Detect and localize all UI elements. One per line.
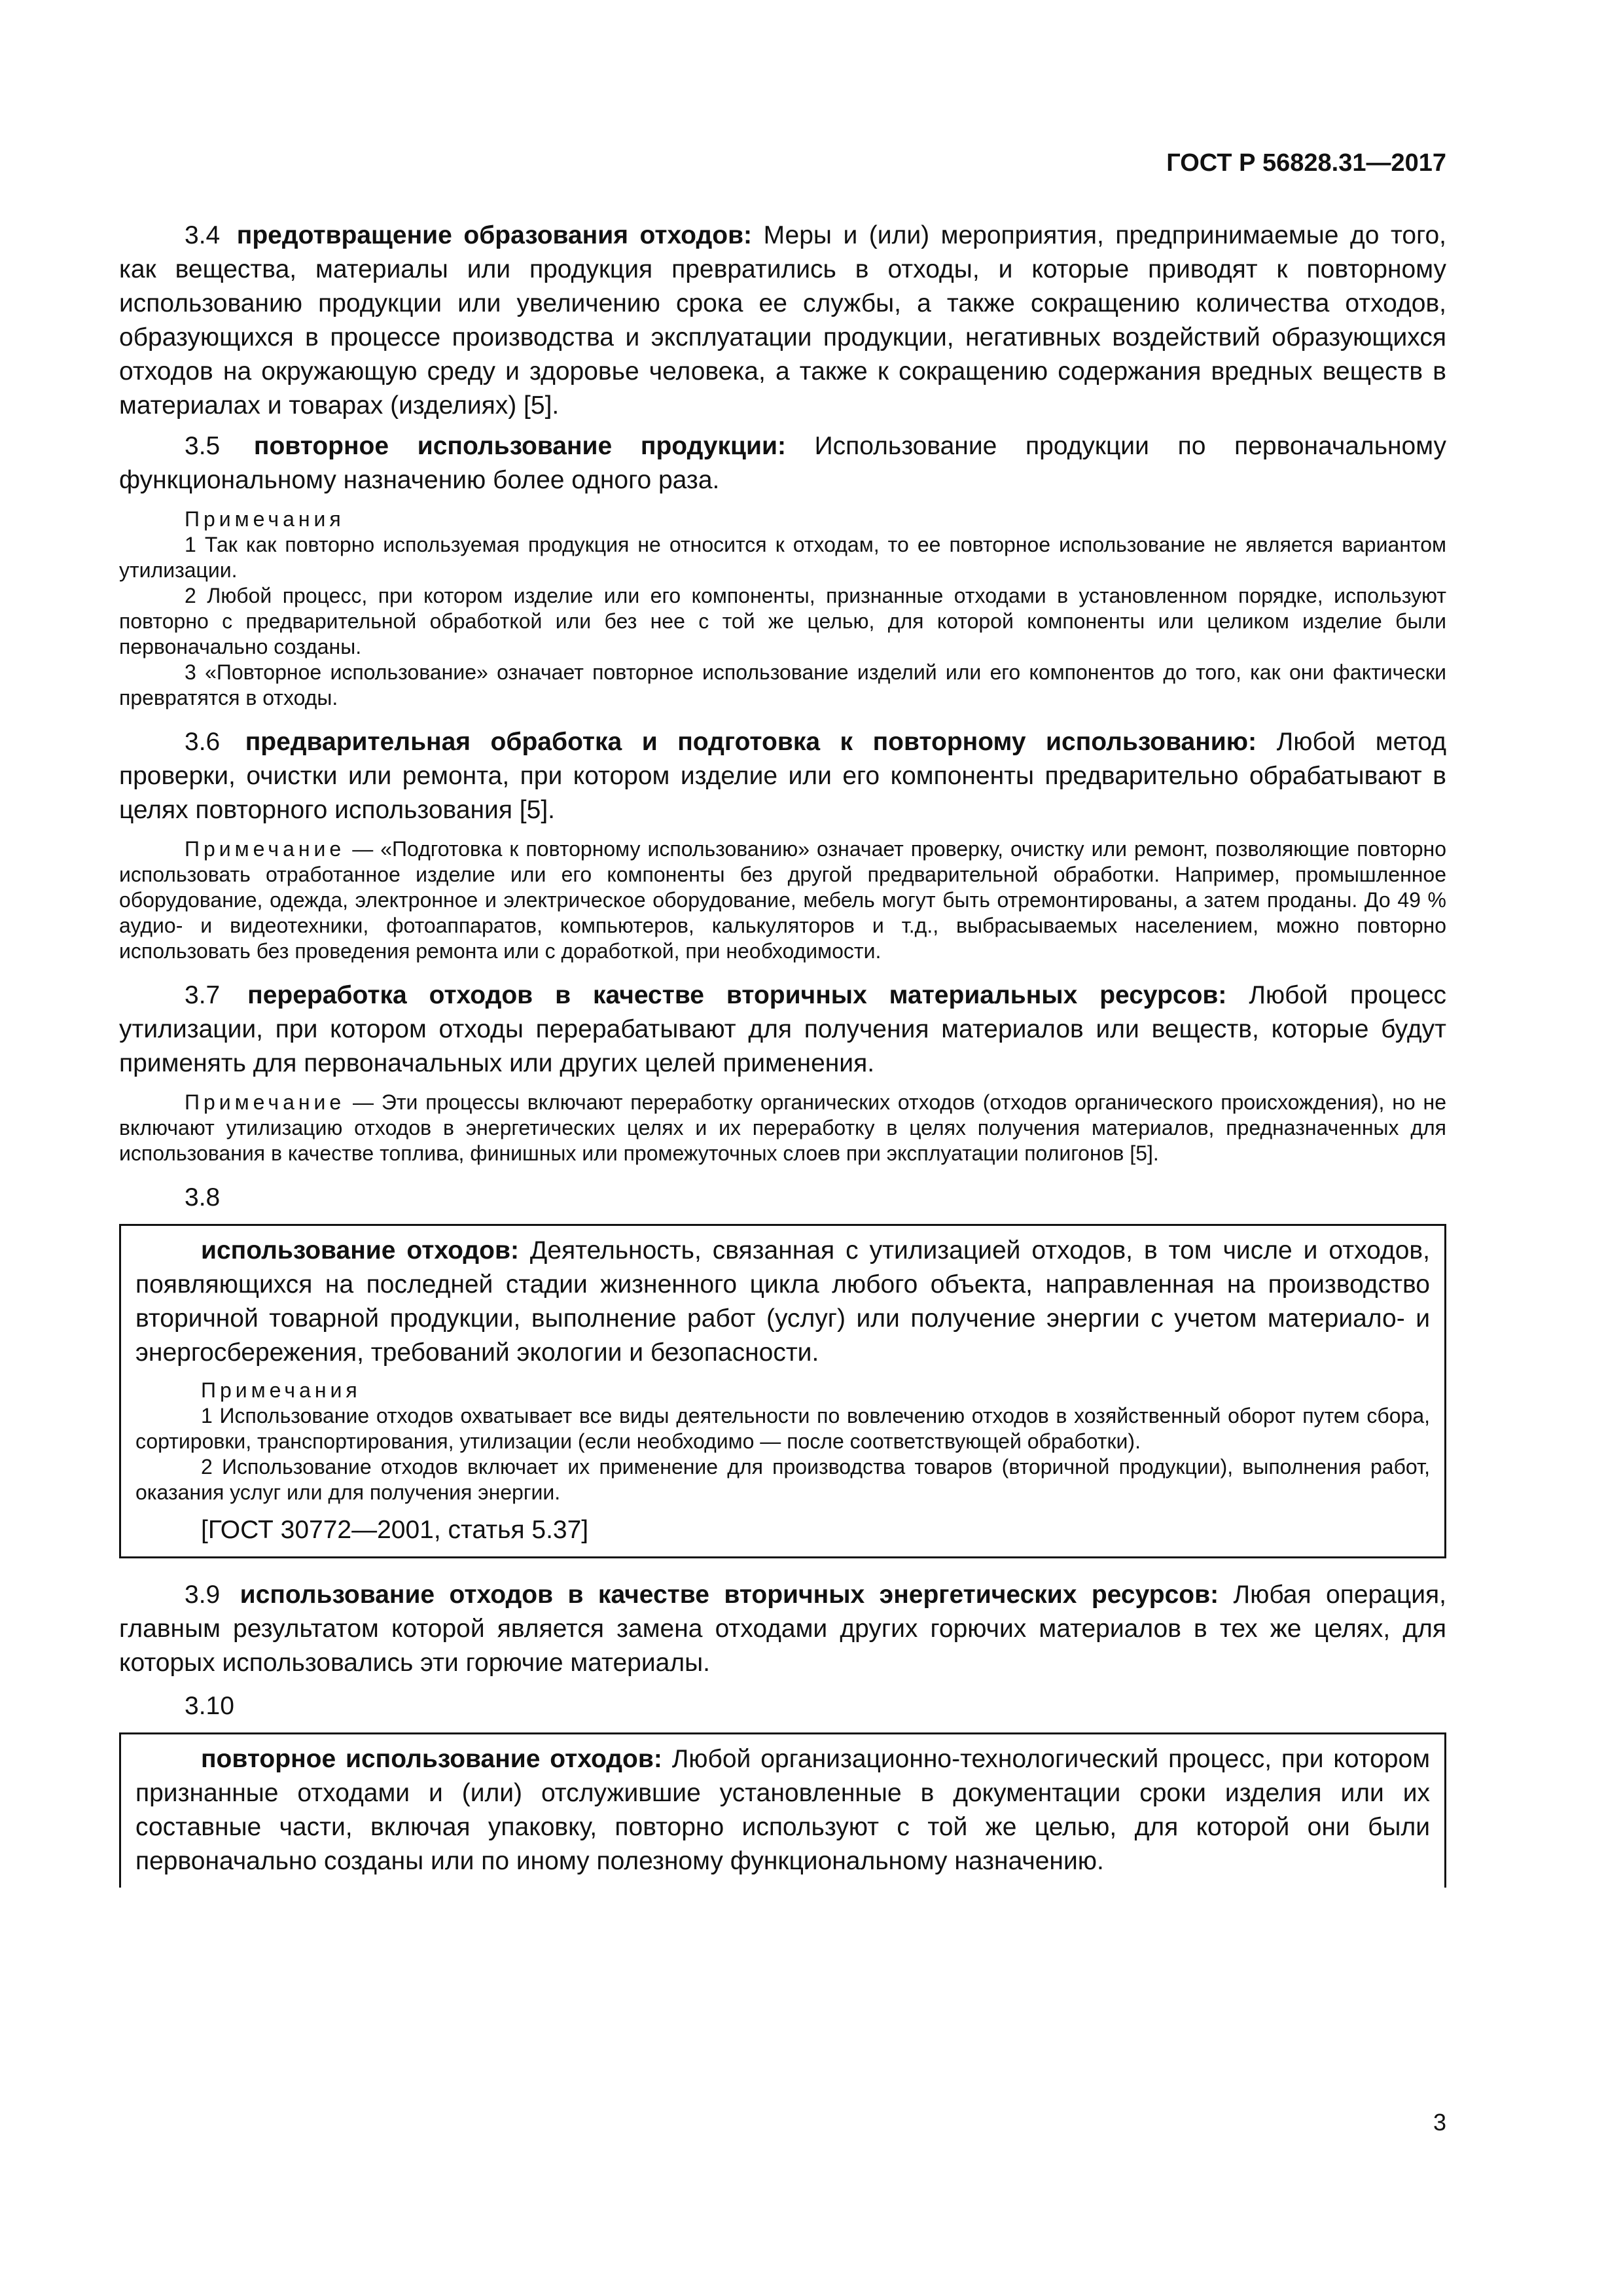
notes-3-8 bbox=[135, 1378, 1430, 1505]
term-definition: Использование продукции по первоначальному функциональному назначению более одного раза. bbox=[119, 432, 1446, 494]
term-definition: Любая операция, главным результатом которой является замена отходами других горючих материалов в тех же целях, для которых использовались эти горючие материалы. bbox=[119, 1581, 1447, 1677]
term-title: повторное использование продукции: bbox=[253, 432, 786, 460]
source-reference: [ГОСТ 30772—2001, статья 5.37] bbox=[201, 1516, 589, 1544]
term-3-5 bbox=[119, 429, 1446, 497]
term-number-3-8: 3.8 bbox=[185, 1183, 221, 1211]
term-definition: Любой процесс утилизации, при котором отходы перерабатывают для получения материалов или веществ, которые будут применять для первоначальных или других целей применения. bbox=[119, 981, 1446, 1077]
term-number: 3.4 bbox=[185, 221, 221, 249]
note-paragraph bbox=[119, 836, 1446, 964]
term-number: 3.5 bbox=[185, 432, 221, 460]
note-heading: Примечание bbox=[185, 837, 346, 861]
note-item: 2 Любой процесс, при котором изделие или его компоненты, признанные отходами в установленном порядке, используют повторно с предварительной обработкой или без нее с той же целью, для которой компоненты или целиком изделие были первоначально созданы. bbox=[119, 584, 1446, 658]
term-definition: Меры и (или) мероприятия, предпринимаемые до того, как вещества, материалы или продукция превратились в отходы, и которые приводят к повторному использованию продукции или увеличению срока ее службы, а также сокращению количества отходов, образующихся в процессе производства и эксплуатации продукции, негативных воздействий образующихся отходов на окружающую среду и здоровье человека, а также к сокращению содержания вредных веществ в материалах и товарах (изделиях) [5]. bbox=[119, 221, 1446, 420]
notes-heading: Примечания bbox=[201, 1378, 361, 1402]
term-title: предварительная обработка и подготовка к повторному использованию: bbox=[245, 728, 1257, 756]
term-title: переработка отходов в качестве вторичных материальных ресурсов: bbox=[247, 981, 1227, 1009]
term-3-8 bbox=[135, 1234, 1430, 1370]
note-item: 3 «Повторное использование» означает повторное использование изделий или его компонентов до того, как они фактически превратятся в отходы. bbox=[119, 660, 1446, 709]
term-title: использование отходов в качестве вторичных энергетических ресурсов: bbox=[240, 1581, 1219, 1609]
note-item: 2 Использование отходов включает их применение для производства товаров (вторичной продукции), выполнения работ, оказания услуг или для получения энергии. bbox=[135, 1455, 1430, 1504]
term-3-10 bbox=[135, 1742, 1430, 1878]
term-3-4 bbox=[119, 219, 1446, 423]
document-header: ГОСТ Р 56828.31—2017 bbox=[1166, 149, 1446, 177]
notes-3-5 bbox=[119, 507, 1446, 711]
note-heading: Примечание bbox=[185, 1090, 346, 1114]
term-definition: Деятельность, связанная с утилизацией отходов, в том числе и отходов, появляющихся на последней стадии жизненного цикла любого объекта, направленная на производство вторичной товарной продукции, выполнение работ (услуг) или получение энергии с учетом материало- и энергосбережения, требований экологии и безопасности. bbox=[135, 1236, 1430, 1367]
term-number: 3.6 bbox=[185, 728, 221, 756]
note-3-6 bbox=[119, 836, 1446, 964]
term-box-3-10 bbox=[119, 1732, 1446, 1888]
term-definition: Любой метод проверки, очистки или ремонта, при котором изделие или его компоненты предварительно обрабатывают в целях повторного использования [5]. bbox=[119, 728, 1446, 824]
page-number: 3 bbox=[1433, 2109, 1446, 2136]
note-text: — «Подготовка к повторному использованию» означает проверку, очистку или ремонт, позволяющие повторно использовать отработанное изделие или его компоненты без другой предварительной обработки. Например, промышленное оборудование, одежда, электронное и электрическое оборудование, мебель могут быть отремонтированы, а затем проданы. До 49 % аудио- и видеотехники, фотоаппаратов, компьютеров, калькуляторов и т.д., выбрасываемых населением, можно повторно использовать без проведения ремонта или с доработкой, при необходимости. bbox=[119, 837, 1446, 963]
term-number: 3.7 bbox=[185, 981, 221, 1009]
note-item: 1 Использование отходов охватывает все виды деятельности по вовлечению отходов в хозяйственный оборот путем сбора, сортировки, транспортирования, утилизации (если необходимо — после соответствующей обработки). bbox=[135, 1404, 1430, 1453]
note-text: — Эти процессы включают переработку органических отходов (отходов органического происхождения), но не включают утилизацию отходов в энергетических целях и их переработку в целях получения материалов, предназначенных для использования в качестве топлива, финишных или промежуточных слоев при эксплуатации полигонов [5]. bbox=[119, 1090, 1446, 1165]
note-paragraph bbox=[119, 1090, 1446, 1166]
term-3-6 bbox=[119, 725, 1446, 827]
term-title: использование отходов: bbox=[201, 1236, 519, 1265]
term-number: 3.9 bbox=[185, 1581, 221, 1609]
term-3-7 bbox=[119, 978, 1446, 1081]
notes-heading: Примечания bbox=[185, 507, 345, 531]
document-body bbox=[119, 219, 1446, 1888]
term-3-9 bbox=[119, 1578, 1446, 1680]
note-item: 1 Так как повторно используемая продукция не относится к отходам, то ее повторное использование не является вариантом утилизации. bbox=[119, 533, 1446, 582]
term-title: предотвращение образования отходов: bbox=[236, 221, 753, 249]
term-title: повторное использование отходов: bbox=[201, 1745, 662, 1773]
term-box-3-8 bbox=[119, 1224, 1446, 1558]
term-number-3-10: 3.10 bbox=[185, 1692, 234, 1720]
term-definition: Любой организационно-технологический процесс, при котором признанные отходами и (или) отслужившие установленные в документации сроки изделия или их составные части, включая упаковку, повторно используют с той же целью, для которой они были первоначально созданы или по иному полезному функциональному назначению. bbox=[135, 1745, 1431, 1875]
note-3-7 bbox=[119, 1090, 1446, 1166]
